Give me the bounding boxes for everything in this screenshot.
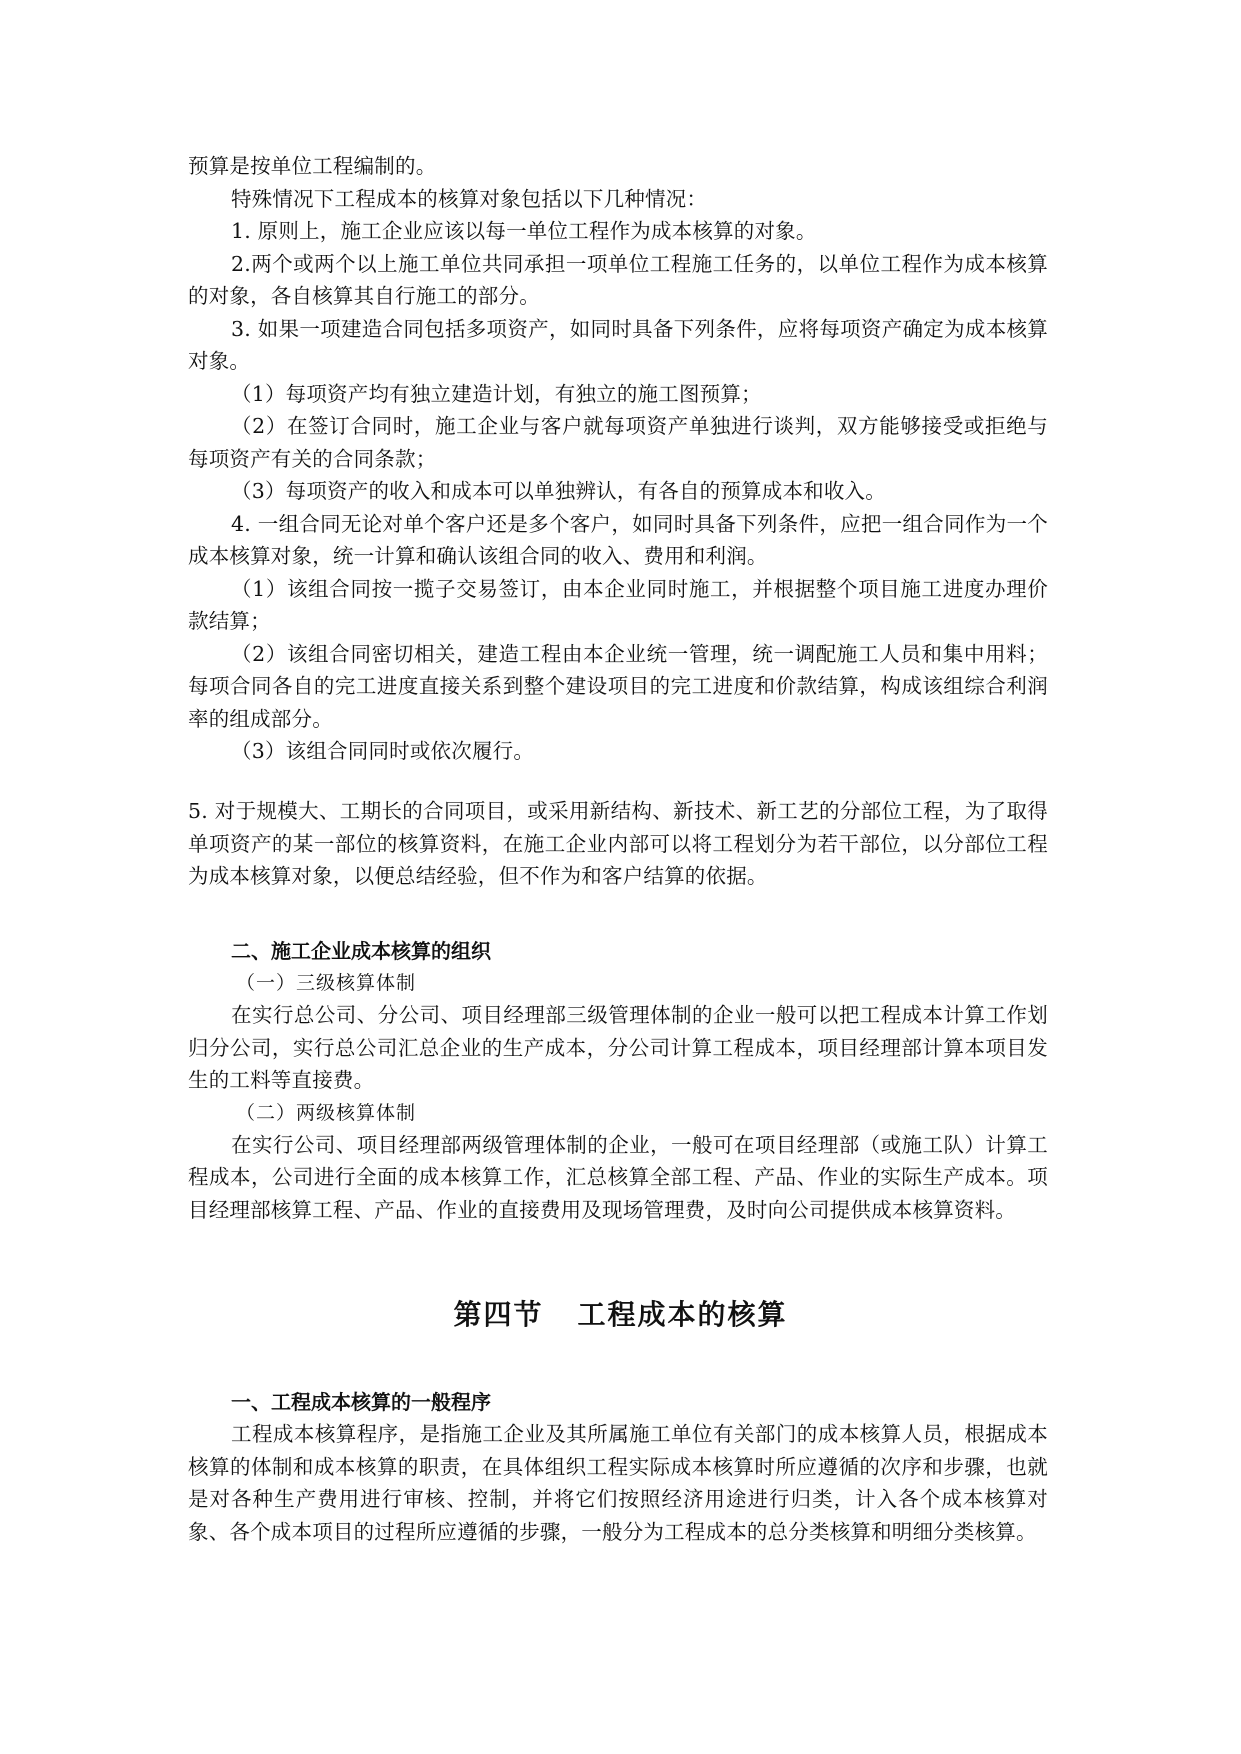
paragraph-special-cases: 特殊情况下工程成本的核算对象包括以下几种情况： <box>231 186 708 211</box>
heading-general-procedure: 一、工程成本核算的一般程序 <box>231 1390 491 1414</box>
list-item-3: 3. 如果一项建造合同包括多项资产，如同时具备下列条件，应将每项资产确定为成本核算对象。 <box>188 316 1048 373</box>
list-item-4-2: （2）该组合同密切相关，建造工程由本企业统一管理，统一调配施工人员和集中用料；每项合同各自的完工进度直接关系到整个建设项目的完工进度和价款结算，构成该组综合利润率的组成部分。 <box>188 641 1048 731</box>
section-title <box>0 1293 1241 1333</box>
paragraph-procedure: 工程成本核算程序，是指施工企业及其所属施工单位有关部门的成本核算人员，根据成本核算的体制和成本核算的职责，在具体组织工程实际成本核算时所应遵循的次序和步骤，也就是对各种生产费用进行审核、控制，并将它们按照经济用途进行归类，计入各个成本核算对象、各个成本项目的过程所应遵循的步骤，一般分为工程成本的总分类核算和明细分类核算。 <box>188 1422 1048 1544</box>
list-item-3-1: （1）每项资产均有独立建造计划，有独立的施工图预算； <box>231 381 762 406</box>
section-number: 第四节 <box>453 1298 544 1331</box>
list-item-5: 5. 对于规模大、工期长的合同项目，或采用新结构、新技术、新工艺的分部位工程，为了取得单项资产的某一部位的核算资料，在施工企业内部可以将工程划分为若干部位，以分部位工程为成本核算对象，以便总结经验，但不作为和客户结算的依据。 <box>188 799 1048 888</box>
list-item-4: 4. 一组合同无论对单个客户还是多个客户，如同时具备下列条件，应把一组合同作为一个成本核算对象，统一计算和确认该组合同的收入、费用和利润。 <box>188 511 1048 568</box>
heading-cost-organization: 二、施工企业成本核算的组织 <box>231 939 491 963</box>
subheading-two-level: （二）两级核算体制 <box>236 1101 417 1124</box>
document-block-2 <box>188 795 1048 893</box>
list-item-1: 1. 原则上，施工企业应该以每一单位工程作为成本核算的对象。 <box>231 219 817 243</box>
list-item-2: 2.两个或两个以上施工单位共同承担一项单位工程施工任务的，以单位工程作为成本核算的对象，各自核算其自行施工的部分。 <box>188 251 1048 308</box>
section-name: 工程成本的核算 <box>577 1298 788 1331</box>
document-block-3 <box>188 935 1048 1226</box>
list-item-4-3: （3）该组合同同时或依次履行。 <box>231 739 535 763</box>
subheading-three-level: （一）三级核算体制 <box>236 972 417 994</box>
paragraph-intro: 预算是按单位工程编制的。 <box>188 154 437 178</box>
document-block-4 <box>188 1386 1048 1548</box>
paragraph-two-level: 在实行公司、项目经理部两级管理体制的企业，一般可在项目经理部（或施工队）计算工程成本，公司进行全面的成本核算工作，汇总核算全部工程、产品、作业的实际生产成本。项目经理部核算工程、产品、作业的直接费用及现场管理费，及时向公司提供成本核算资料。 <box>188 1132 1048 1222</box>
document-block-1 <box>188 150 1048 768</box>
paragraph-three-level: 在实行总公司、分公司、项目经理部三级管理体制的企业一般可以把工程成本计算工作划归分公司，实行总公司汇总企业的生产成本，分公司计算工程成本，项目经理部计算本项目发生的工料等直接费。 <box>188 1003 1048 1092</box>
list-item-4-1: （1）该组合同按一揽子交易签订，由本企业同时施工，并根据整个项目施工进度办理价款结算； <box>188 576 1048 633</box>
list-item-3-2: （2）在签订合同时，施工企业与客户就每项资产单独进行谈判，双方能够接受或拒绝与每项资产有关的合同条款； <box>188 414 1048 471</box>
list-item-3-3: （3）每项资产的收入和成本可以单独辨认，有各自的预算成本和收入。 <box>231 479 886 503</box>
